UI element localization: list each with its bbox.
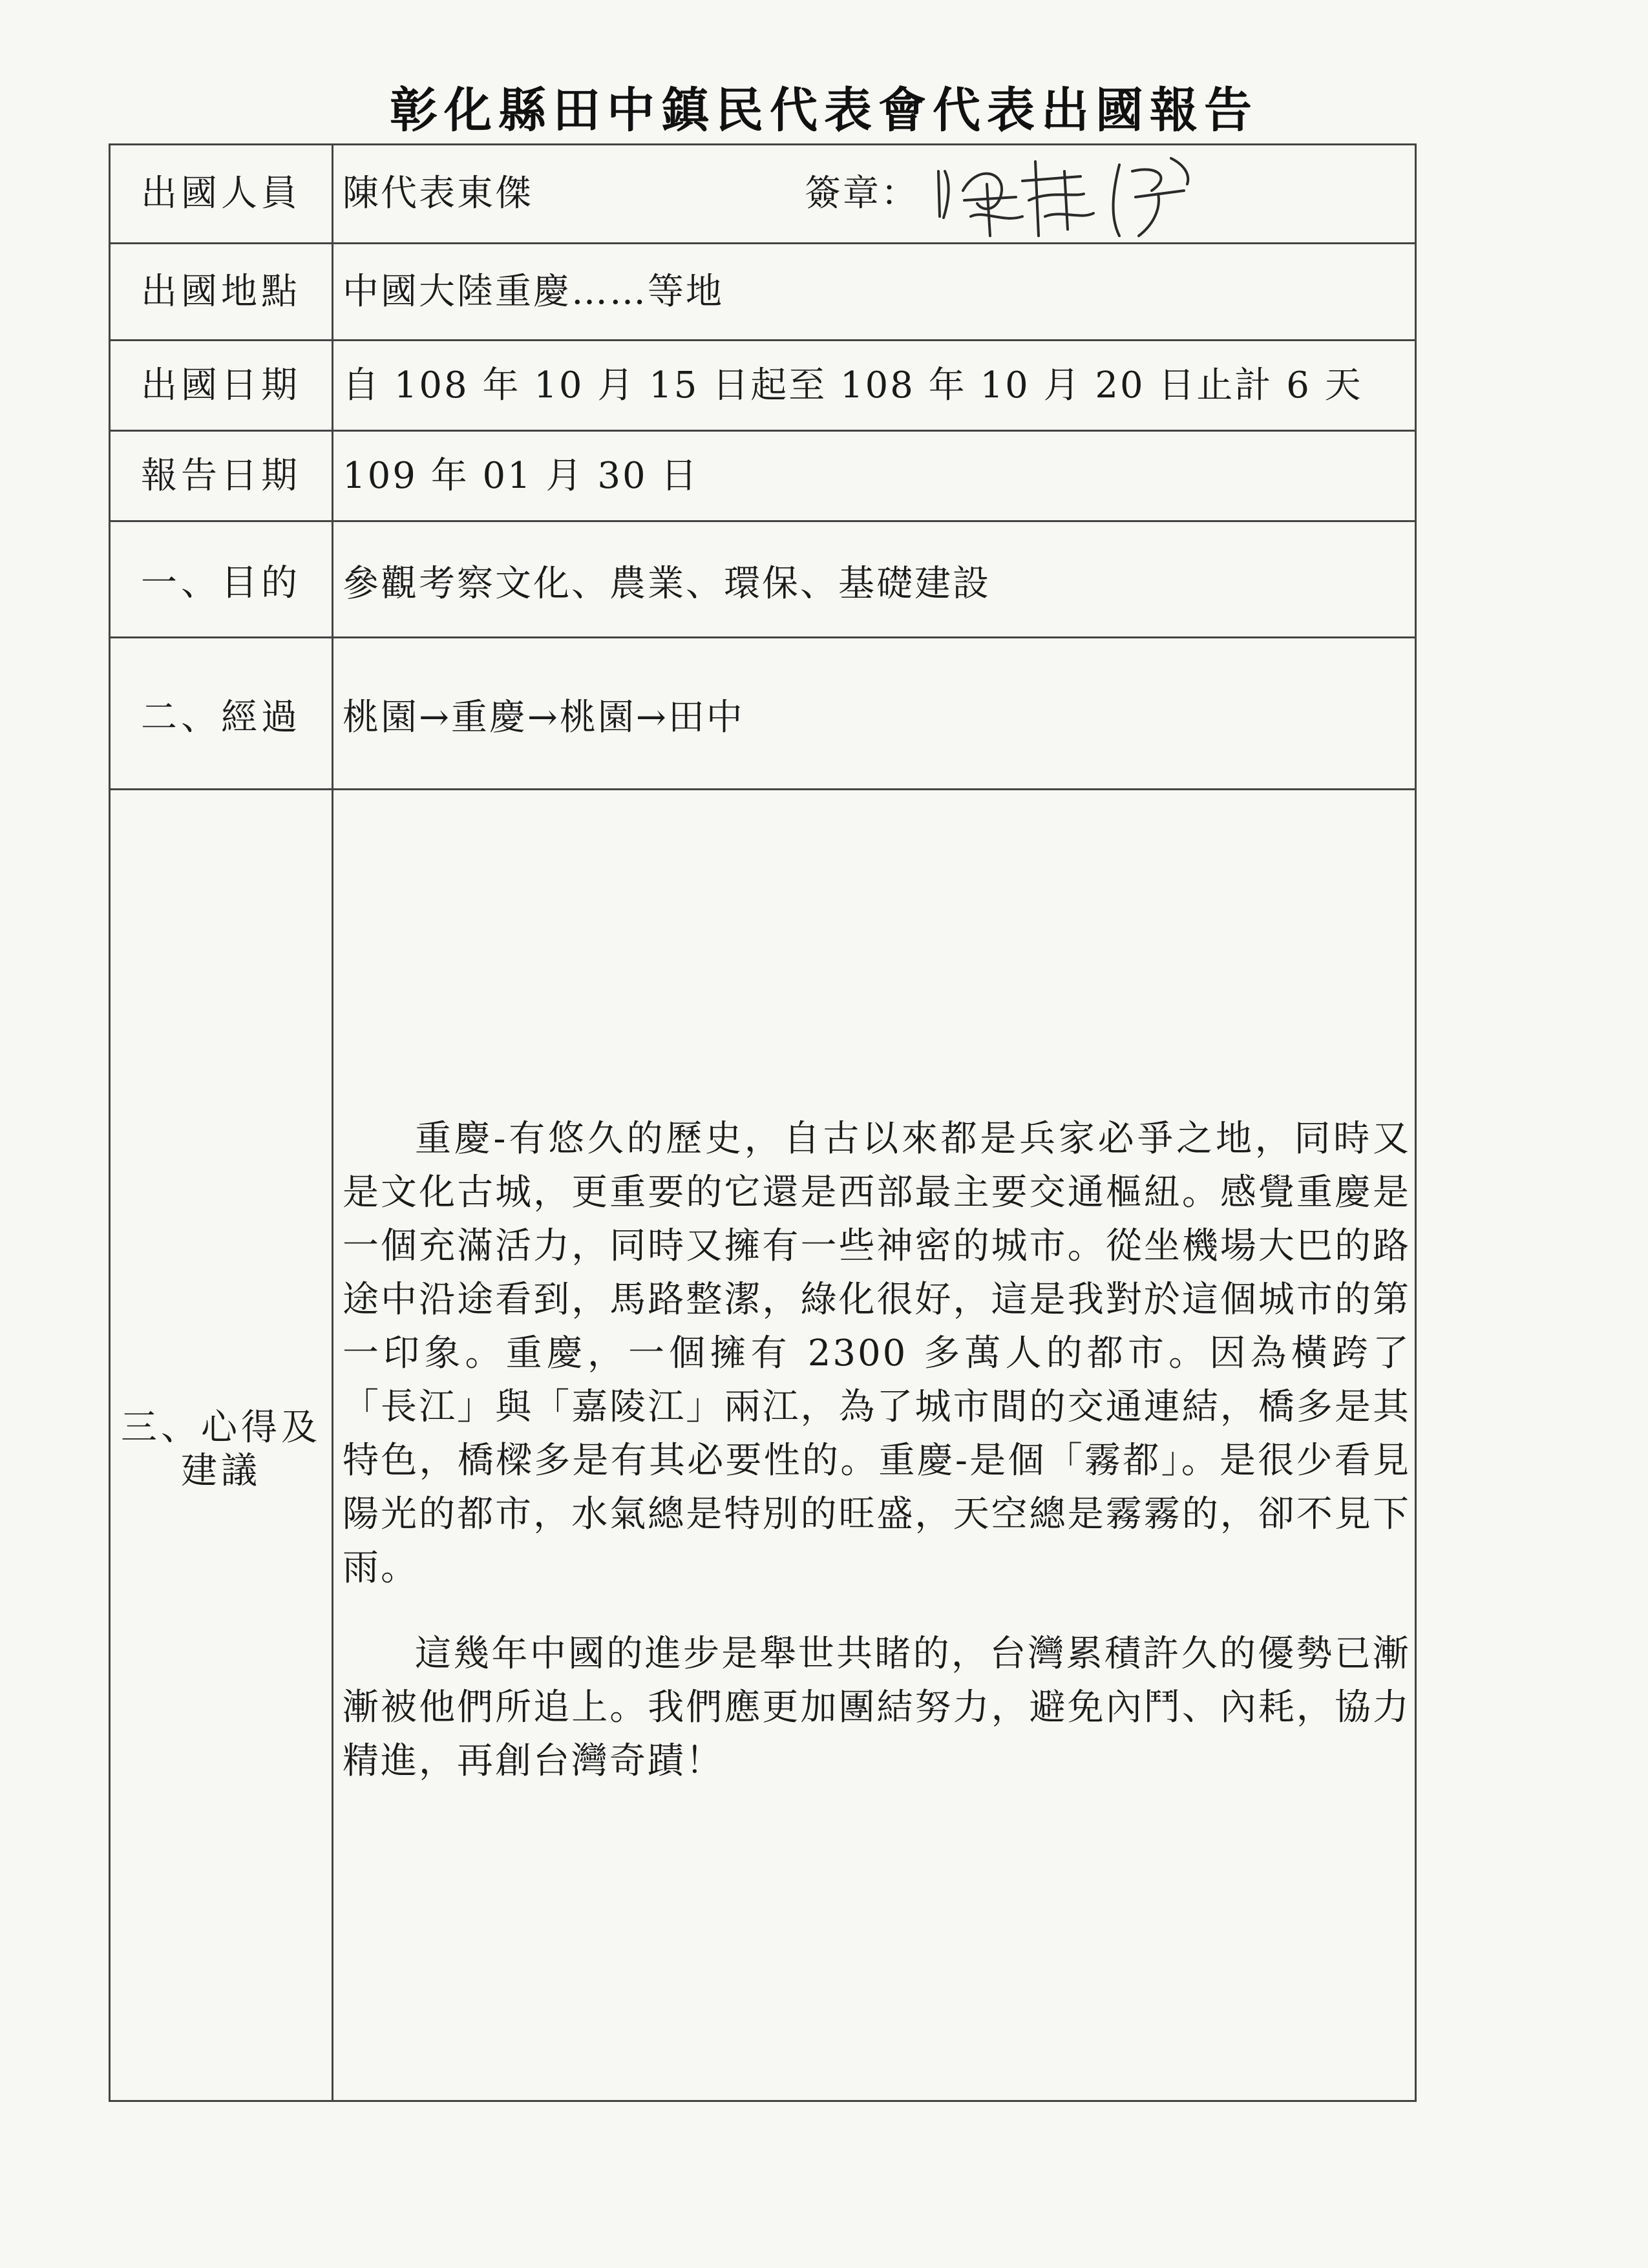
page-title: 彰化縣田中鎮民代表會代表出國報告	[390, 83, 1258, 138]
handwritten-signature	[925, 145, 1210, 242]
report-date-label: 報告日期	[110, 431, 333, 521]
traveler-cell	[333, 145, 1416, 244]
notes-body	[333, 790, 1416, 2101]
table-row-notes	[110, 790, 1416, 2101]
purpose-value: 參觀考察文化、農業、環保、基礎建設	[333, 521, 1416, 638]
dates-value: 自 108 年 10 月 15 日起至 108 年 10 月 20 日止計 6 天	[333, 341, 1416, 431]
purpose-label: 一、目的	[110, 521, 333, 638]
notes-label-line1: 三、心得及	[121, 1406, 321, 1449]
report-form-table	[109, 143, 1417, 2102]
table-row-process	[110, 638, 1416, 790]
table-row-destination	[110, 244, 1416, 341]
process-value: 桃園→重慶→桃園→田中	[333, 638, 1416, 790]
table-row-traveler	[110, 145, 1416, 244]
table-row-purpose	[110, 521, 1416, 638]
dates-label: 出國日期	[110, 341, 333, 431]
notes-label	[110, 790, 333, 2101]
signature-label: 簽章：	[805, 173, 919, 215]
destination-value: 中國大陸重慶……等地	[333, 244, 1416, 341]
notes-label-line2: 建議	[181, 1450, 261, 1492]
report-date-value: 109 年 01 月 30 日	[333, 431, 1416, 521]
traveler-label: 出國人員	[110, 145, 333, 244]
destination-label: 出國地點	[110, 244, 333, 341]
notes-paragraph-2: 這幾年中國的進步是舉世共睹的，台灣累積許久的優勢已漸漸被他們所追上。我們應更加團結努力，避免內鬥、內耗，協力精進，再創台灣奇蹟！	[343, 1632, 1411, 1782]
table-row-report-date	[110, 431, 1416, 521]
process-label: 二、經過	[110, 638, 333, 790]
traveler-value: 陳代表東傑	[343, 173, 533, 215]
notes-paragraph-1: 重慶-有悠久的歷史，自古以來都是兵家必爭之地，同時又是文化古城，更重要的它還是西部最主要交通樞紐。感覺重慶是一個充滿活力，同時又擁有一些神密的城市。從坐機場大巴的路途中沿途看到，馬路整潔，綠化很好，這是我對於這個城市的第一印象。重慶，一個擁有 2300 多萬人的都市。因為橫跨了「長江」與「嘉陵江」兩江，為了城市間的交通連結，橋多是其特色，橋樑多是有其必要性的。重慶-是個「霧都」。是很少看見陽光的都市，水氣總是特別的旺盛，天空總是霧霧的，卻不見下雨。	[343, 1117, 1411, 1589]
table-row-dates	[110, 341, 1416, 431]
